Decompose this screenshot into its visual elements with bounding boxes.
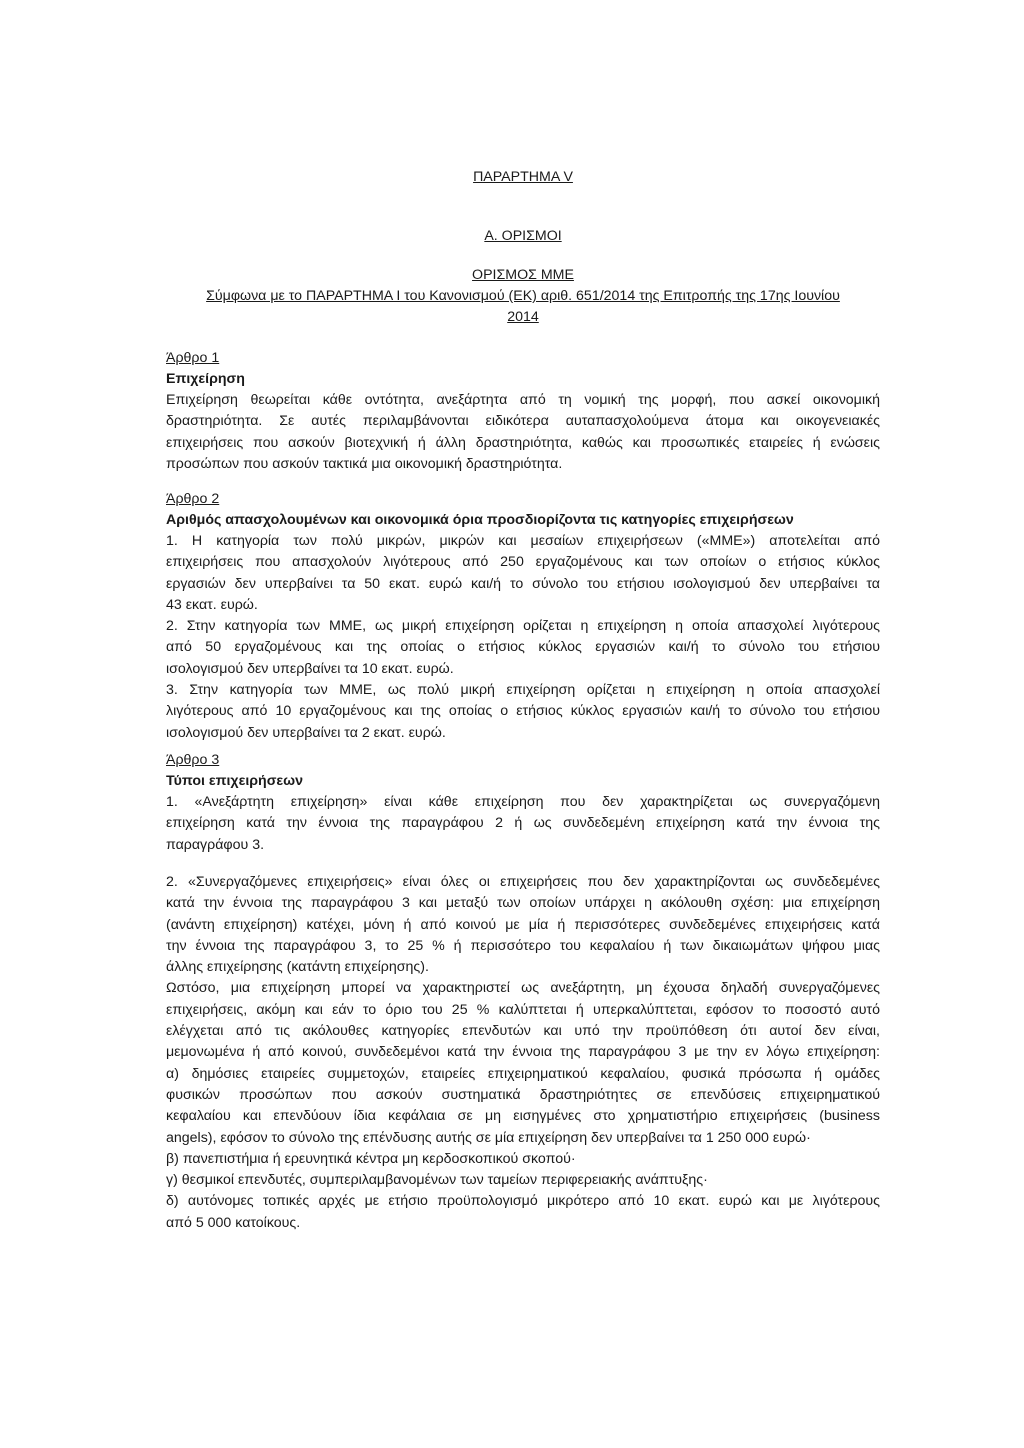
text-line: μεμονωμένα ή από κοινού, συνδεδεμένοι κατά την έννοια της παραγράφου 3 με την εν λόγω επιχείρηση: bbox=[166, 1044, 880, 1061]
text-line: επιχειρήσεις που ασκούν βιοτεχνική ή άλλη δραστηριότητα, καθώς και προσωπικές εταιρείες ή ενώσεις bbox=[166, 434, 880, 451]
article-3-paragraph-1 bbox=[166, 792, 880, 856]
article-2-text bbox=[166, 531, 880, 744]
text-line: παραγράφου 3. bbox=[166, 836, 265, 853]
text-line: άλλης επιχείρησης (κατάντη επιχείρησης). bbox=[166, 959, 429, 976]
text-line: επιχειρήσεις, ακόμη και εάν το όριο του 25 % καλύπτεται ή υπερκαλύπτεται, εφόσον το ποσοστό αυτό bbox=[166, 1001, 880, 1018]
definition-title: ΟΡΙΣΜΟΣ ΜΜΕ bbox=[472, 267, 574, 283]
article-3-subheading: Τύποι επιχειρήσεων bbox=[166, 773, 304, 789]
article-3-paragraph-2 bbox=[166, 872, 880, 1234]
text-line: δραστηριότητα. Σε αυτές περιλαμβάνονται ειδικότερα αυταπασχολούμενα άτομα και οικογενειακές bbox=[166, 413, 880, 430]
article-1-heading: Άρθρο 1 bbox=[166, 350, 220, 366]
text-line: Ωστόσο, μια επιχείρηση μπορεί να χαρακτηριστεί ως ανεξάρτητη, μη έχουσα δηλαδή συνεργαζόμενες bbox=[166, 980, 880, 997]
text-line: φυσικών προσώπων που ασκούν συστηματικά δραστηριότητες σε επενδύσεις επιχειρηματικού bbox=[166, 1086, 880, 1103]
text-line: προσώπων που ασκούν τακτικά μια οικονομική δραστηριότητα. bbox=[166, 455, 563, 472]
text-line: κεφαλαίου και επενδύουν ίδια κεφάλαια σε μη εισηγμένες στο χρηματιστήριο επιχειρήσεις (business bbox=[166, 1108, 880, 1125]
text-line: ισολογισμού δεν υπερβαίνει τα 10 εκατ. ευρώ. bbox=[166, 660, 454, 677]
text-line: κατά την έννοια της παραγράφου 3 και μεταξύ των οποίων υπάρχει η ακόλουθη σχέση: μια επιχείρηση bbox=[166, 895, 880, 912]
text-line: την έννοια της παραγράφου 3, το 25 % ή περισσότερο του κεφαλαίου ή των δικαιωμάτων ψήφου μιας bbox=[166, 937, 880, 954]
article-3-heading: Άρθρο 3 bbox=[166, 752, 220, 768]
text-line: επιχειρήσεις που απασχολούν λιγότερους από 250 εργαζομένους και των οποίων ο ετήσιος κύκλος bbox=[166, 554, 880, 571]
text-line: εργασιών δεν υπερβαίνει τα 50 εκατ. ευρώ και/ή το σύνολο του ετήσιου ισολογισμού δεν υπερβαίνει τα bbox=[166, 575, 880, 592]
text-line: 2. Στην κατηγορία των ΜΜΕ, ως μικρή επιχείρηση ορίζεται η επιχείρηση η οποία απασχολεί λιγότερους bbox=[166, 618, 880, 635]
text-line: ισολογισμού δεν υπερβαίνει τα 2 εκατ. ευρώ. bbox=[166, 724, 446, 741]
article-2-subheading: Αριθμός απασχολουμένων και οικονομικά όρια προσδιορίζοντα τις κατηγορίες επιχειρήσεων bbox=[166, 512, 794, 528]
text-line: από 5 000 κατοίκους. bbox=[166, 1214, 301, 1231]
text-line: 2. «Συνεργαζόμενες επιχειρήσεις» είναι όλες οι επιχειρήσεις που δεν χαρακτηρίζονται ως συνδεδεμένες bbox=[166, 874, 880, 890]
regulation-reference-year: 2014 bbox=[507, 309, 539, 325]
text-line: 1. Η κατηγορία των πολύ μικρών, μικρών και μεσαίων επιχειρήσεων («ΜΜΕ») αποτελείται από bbox=[166, 533, 880, 549]
article-1-text bbox=[166, 390, 880, 475]
text-line: γ) θεσμικοί επενδυτές, συμπεριλαμβανομένων των ταμείων περιφερειακής ανάπτυξης· bbox=[166, 1172, 708, 1189]
text-line: ελέγχεται από τις ακόλουθες κατηγορίες επενδυτών και υπό την προϋπόθεση ότι αυτοί δεν είναι, bbox=[166, 1023, 880, 1040]
text-line: λιγότερους από 10 εργαζομένους και της οποίας ο ετήσιος κύκλος εργασιών και/ή το σύνολο του ετήσιου bbox=[166, 703, 880, 720]
article-1-subheading: Επιχείρηση bbox=[166, 371, 245, 387]
text-line: 3. Στην κατηγορία των ΜΜΕ, ως πολύ μικρή επιχείρηση ορίζεται η επιχείρηση η οποία απασχολεί bbox=[166, 682, 880, 699]
text-line: από 50 εργαζομένους και της οποίας ο ετήσιος κύκλος εργασιών και/ή το σύνολο του ετήσιου bbox=[166, 639, 880, 656]
regulation-reference: Σύμφωνα με το ΠΑΡΑΡΤΗΜΑ Ι του Κανονισμού (ΕΚ) αριθ. 651/2014 της Επιτροπής της 17ης Ιουνίου bbox=[206, 288, 840, 304]
text-line: α) δημόσιες εταιρείες συμμετοχών, εταιρείες επιχειρηματικού κεφαλαίου, φυσικά πρόσωπα ή ομάδες bbox=[166, 1065, 880, 1082]
annex-title: ΠΑΡΑΡΤΗΜΑ V bbox=[473, 169, 573, 185]
text-line: 43 εκατ. ευρώ. bbox=[166, 596, 258, 613]
text-line: επιχείρηση κατά την έννοια της παραγράφου 2 ή ως συνδεδεμένη επιχείρηση κατά την έννοια της bbox=[166, 815, 880, 832]
text-line: δ) αυτόνομες τοπικές αρχές με ετήσιο προϋπολογισμό μικρότερο από 10 εκατ. ευρώ και με λιγότερους bbox=[166, 1193, 880, 1210]
text-line: 1. «Ανεξάρτητη επιχείρηση» είναι κάθε επιχείρηση που δεν χαρακτηρίζεται ως συνεργαζόμενη bbox=[166, 794, 880, 810]
text-line: (ανάντη επιχείρηση) κατέχει, μόνη ή από κοινού με μία ή περισσότερες συνδεδεμένες επιχειρήσεις κατά bbox=[166, 916, 880, 933]
text-line: Επιχείρηση θεωρείται κάθε οντότητα, ανεξάρτητα από τη νομική της μορφή, που ασκεί οικονομική bbox=[166, 392, 880, 408]
text-line: β) πανεπιστήμια ή ερευνητικά κέντρα μη κερδοσκοπικού σκοπού· bbox=[166, 1150, 576, 1167]
article-2-heading: Άρθρο 2 bbox=[166, 491, 220, 507]
text-line: angels), εφόσον το σύνολο της επένδυσης αυτής σε μία επιχείρηση δεν υπερβαίνει τα 1 250 000 ευρώ· bbox=[166, 1129, 811, 1146]
section-title: Α. ΟΡΙΣΜΟΙ bbox=[484, 228, 562, 244]
